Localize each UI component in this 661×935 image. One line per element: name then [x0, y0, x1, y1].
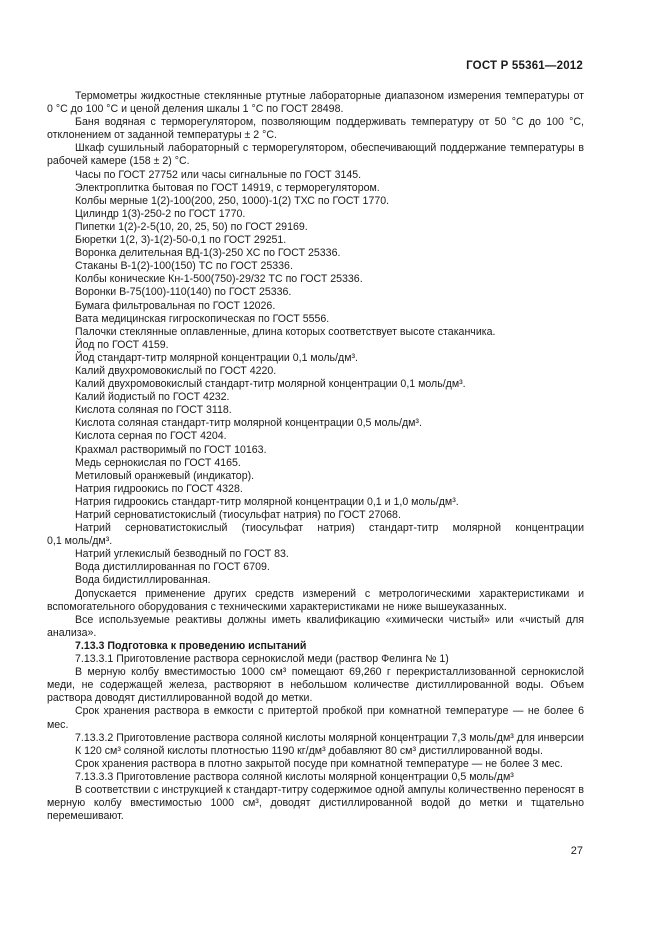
list-item: Натрий углекислый безводный по ГОСТ 83.: [75, 548, 289, 561]
list-item: Крахмал растворимый по ГОСТ 10163.: [75, 443, 267, 456]
list-item: Вода дистиллированная по ГОСТ 6709.: [75, 561, 270, 574]
list-item: Электроплитка бытовая по ГОСТ 14919, с терморегулятором.: [75, 181, 380, 194]
paragraph: Срок хранения раствора в плотно закрытой посуде при комнатной температуре — не более 3 мес.: [75, 757, 563, 770]
list-item: Йод по ГОСТ 4159.: [75, 338, 169, 351]
list-item: Калий йодистый по ГОСТ 4232.: [75, 391, 230, 404]
document-id: ГОСТ Р 55361—2012: [466, 60, 583, 72]
list-item-continuation: 0,1 моль/дм³.: [47, 535, 113, 548]
list-item: Натрий серноватистокислый (тиосульфат натрия) стандарт-титр молярной концентрации: [75, 522, 584, 535]
list-item: Часы по ГОСТ 27752 или часы сигнальные по ГОСТ 3145.: [75, 168, 362, 181]
list-item: Медь сернокислая по ГОСТ 4165.: [75, 456, 241, 469]
list-item: Бюретки 1(2, 3)-1(2)-50-0,1 по ГОСТ 29251.: [75, 234, 287, 247]
paragraph: Срок хранения раствора в емкости с притертой пробкой при комнатной температуре — не более 6 мес.: [47, 705, 584, 731]
paragraph: Шкаф сушильный лабораторный с терморегулятором, обеспечивающий поддержание температуры в рабочей камере (158 ± 2) °С.: [47, 142, 584, 168]
list-item: Вата медицинская гигроскопическая по ГОСТ 5556.: [75, 312, 330, 325]
list-item: Метиловый оранжевый (индикатор).: [75, 469, 255, 482]
list-item: Палочки стеклянные оплавленные, длина которых соответствует высоте стаканчика.: [75, 325, 496, 338]
list-item: Колбы мерные 1(2)-100(200, 250, 1000)-1(2) ТХС по ГОСТ 1770.: [75, 194, 390, 207]
paragraph: Допускается применение других средств измерений с метрологическими характеристиками и вспомогательного оборудования с техническими характеристиками не ниже вышеуказанных.: [47, 587, 584, 613]
paragraph: Баня водяная с терморегулятором, позволяющим поддерживать температуру от 50 °С до 100 °С, отклонением от заданной температуры ± 2 °С.: [47, 116, 584, 142]
subsection-heading: 7.13.3.1 Приготовление раствора сернокислой меди (раствор Фелинга № 1): [75, 653, 449, 666]
subsection-heading: 7.13.3.2 Приготовление раствора соляной кислоты молярной концентрации 7,3 моль/дм³ для инверсии: [75, 731, 584, 744]
document-body: [47, 90, 584, 823]
list-item: Калий двухромовокислый стандарт-титр молярной концентрации 0,1 моль/дм³.: [75, 378, 466, 391]
list-item: Стаканы В-1(2)-100(150) ТС по ГОСТ 25336.: [75, 260, 293, 273]
list-item: Цилиндр 1(3)-250-2 по ГОСТ 1770.: [75, 207, 246, 220]
list-item: Воронка делительная ВД-1(3)-250 ХС по ГОСТ 25336.: [75, 247, 341, 260]
paragraph: Термометры жидкостные стеклянные ртутные лабораторные диапазоном измерения температуры от 0 °С до 100 °С и ценой деления шкалы 1 °С по ГОСТ 28498.: [47, 90, 584, 116]
paragraph: В соответствии с инструкцией к стандарт-титру содержимое одной ампулы количественно переносят в мерную колбу вместимостью 1000 см³, доводят дистиллированной водой до метки и тщательно перемешивают.: [47, 783, 584, 823]
section-heading: 7.13.3 Подготовка к проведению испытаний: [75, 639, 307, 652]
list-item: Колбы конические Кн-1-500(750)-29/32 ТС по ГОСТ 25336.: [75, 273, 363, 286]
paragraph: К 120 см³ соляной кислоты плотностью 1190 кг/дм³ добавляют 80 см³ дистиллированной воды.: [75, 744, 543, 757]
paragraph: Все используемые реактивы должны иметь квалификацию «химически чистый» или «чистый для анализа».: [47, 613, 584, 639]
page-number: 27: [570, 845, 583, 857]
paragraph: В мерную колбу вместимостью 1000 см³ помещают 69,260 г перекристаллизованной сернокислой меди, не содержащей железа, растворяют в небольшом количестве дистиллированной воды. Объем раствора доводят дистиллированной водой до метки.: [47, 666, 584, 705]
list-item: Воронки В-75(100)-110(140) по ГОСТ 25336.: [75, 286, 292, 299]
list-item: Натрия гидроокись по ГОСТ 4328.: [75, 482, 243, 495]
list-item: Йод стандарт-титр молярной концентрации 0,1 моль/дм³.: [75, 351, 358, 364]
list-item: Бумага фильтровальная по ГОСТ 12026.: [75, 299, 276, 312]
list-item: Натрий серноватистокислый (тиосульфат натрия) по ГОСТ 27068.: [75, 509, 401, 521]
list-item: Кислота соляная стандарт-титр молярной концентрации 0,5 моль/дм³.: [75, 417, 422, 430]
list-item: Натрия гидроокись стандарт-титр молярной концентрации 0,1 и 1,0 моль/дм³.: [75, 495, 459, 508]
list-item: Кислота соляная по ГОСТ 3118.: [75, 404, 232, 417]
list-item: Вода бидистиллированная.: [75, 574, 211, 587]
list-item: Кислота серная по ГОСТ 4204.: [75, 430, 227, 443]
list-item: Пипетки 1(2)-2-5(10, 20, 25, 50) по ГОСТ 29169.: [75, 220, 308, 233]
list-item: Калий двухромовокислый по ГОСТ 4220.: [75, 364, 277, 377]
subsection-heading: 7.13.3.3 Приготовление раствора соляной кислоты молярной концентрации 0,5 моль/дм³: [75, 770, 514, 783]
